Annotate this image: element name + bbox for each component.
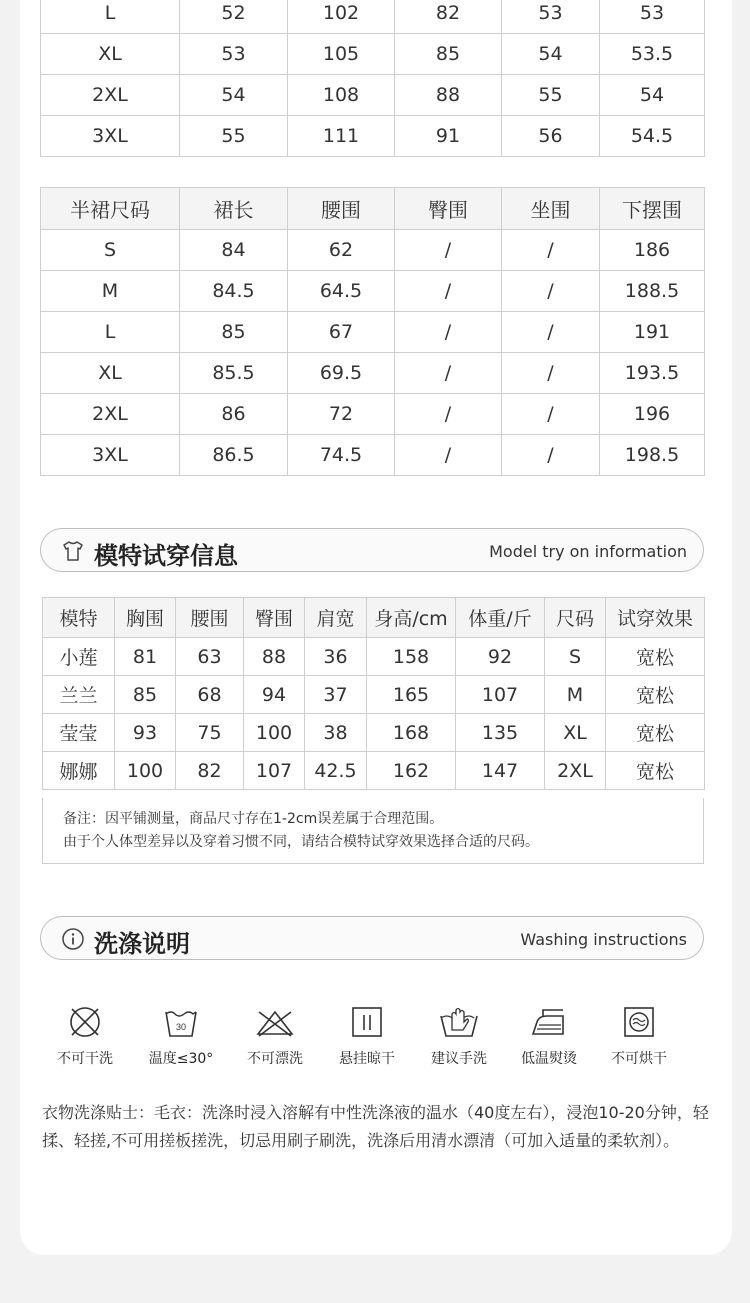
table-cell: 56 (502, 116, 600, 157)
table-cell: 宽松 (606, 676, 705, 714)
table-header-row (43, 598, 705, 638)
table-cell: 107 (456, 676, 545, 714)
table-cell: 54 (180, 75, 288, 116)
table-cell: / (395, 353, 502, 394)
model-section-title: 模特试穿信息 (94, 542, 238, 570)
table-cell: 84.5 (180, 271, 288, 312)
table-cell: 63 (176, 638, 244, 676)
wash-item-no-dry-clean (45, 1004, 125, 1068)
table-header-row (41, 188, 705, 230)
table-cell: 93 (115, 714, 176, 752)
table-cell: 102 (288, 0, 395, 34)
wash-item-low-iron (509, 1004, 589, 1068)
table-cell: 85 (180, 312, 288, 353)
wash-label: 悬挂晾干 (339, 1051, 395, 1067)
table-cell: 3XL (41, 116, 180, 157)
table-cell: 81 (115, 638, 176, 676)
table-row (41, 0, 705, 34)
wash-30-icon (163, 1004, 199, 1040)
table-cell: 135 (456, 714, 545, 752)
column-header: 坐围 (502, 188, 600, 230)
column-header: 下摆围 (600, 188, 705, 230)
table-cell: / (502, 435, 600, 476)
column-header: 体重/斤 (456, 598, 545, 638)
table-cell: 宽松 (606, 714, 705, 752)
table-cell: 莹莹 (43, 714, 115, 752)
table-cell: 188.5 (600, 271, 705, 312)
table-cell: / (395, 394, 502, 435)
table-cell: 198.5 (600, 435, 705, 476)
table-cell: 2XL (41, 75, 180, 116)
wash-label: 不可漂洗 (247, 1051, 303, 1067)
table-cell: 162 (367, 752, 456, 790)
wash-label: 低温熨烫 (521, 1051, 577, 1067)
table-cell: 165 (367, 676, 456, 714)
table-cell: 88 (244, 638, 305, 676)
wash-item-hang-dry (327, 1004, 407, 1068)
column-header: 裙长 (180, 188, 288, 230)
wash-section-title: 洗涤说明 (94, 930, 190, 958)
wash-icons-row (45, 1004, 685, 1074)
table-row (43, 714, 705, 752)
table-cell: S (545, 638, 606, 676)
wash-temp-number: 30 (175, 1022, 187, 1032)
column-header: 腰围 (288, 188, 395, 230)
top-size-table (40, 0, 705, 157)
table-row (41, 271, 705, 312)
table-cell: 105 (288, 34, 395, 75)
model-section-subtitle: Model try on information (489, 542, 687, 561)
table-cell: 82 (395, 0, 502, 34)
size-note (42, 798, 704, 864)
table-cell: 74.5 (288, 435, 395, 476)
table-cell: M (41, 271, 180, 312)
wash-label: 建议手洗 (431, 1051, 487, 1067)
table-cell: / (395, 312, 502, 353)
table-row (41, 435, 705, 476)
no-tumble-dry-icon (621, 1004, 657, 1040)
table-cell: 108 (288, 75, 395, 116)
table-cell: 54 (600, 75, 705, 116)
wash-item-temp-30 (141, 1004, 221, 1068)
table-cell: 100 (115, 752, 176, 790)
table-cell: 86.5 (180, 435, 288, 476)
table-cell: 68 (176, 676, 244, 714)
wash-label: 温度≤30° (148, 1051, 214, 1067)
table-cell: 55 (180, 116, 288, 157)
shirt-icon (61, 539, 85, 563)
table-cell: 91 (395, 116, 502, 157)
table-cell: / (395, 271, 502, 312)
table-cell: 3XL (41, 435, 180, 476)
column-header: 试穿效果 (606, 598, 705, 638)
table-cell: / (502, 271, 600, 312)
table-cell: 168 (367, 714, 456, 752)
column-header: 肩宽 (305, 598, 367, 638)
table-cell: 宽松 (606, 752, 705, 790)
table-row (41, 312, 705, 353)
model-section-header (40, 528, 704, 572)
column-header: 半裙尺码 (41, 188, 180, 230)
wash-label: 不可烘干 (611, 1051, 667, 1067)
hang-dry-icon (349, 1004, 385, 1040)
hand-wash-icon (438, 1004, 480, 1040)
wash-section-subtitle: Washing instructions (520, 930, 687, 949)
table-row (41, 116, 705, 157)
table-cell: XL (41, 34, 180, 75)
table-cell: 92 (456, 638, 545, 676)
table-cell: 53 (180, 34, 288, 75)
table-cell: 36 (305, 638, 367, 676)
table-cell: 2XL (41, 394, 180, 435)
table-cell: 64.5 (288, 271, 395, 312)
wash-item-no-bleach (235, 1004, 315, 1068)
column-header: 模特 (43, 598, 115, 638)
washing-tips: 衣物洗涤贴士：毛衣：洗涤时浸入溶解有中性洗涤液的温水（40度左右），浸泡10-20分钟，轻揉、轻搓,不可用搓板搓洗，切忌用刷子刷洗，洗涤后用清水漂清（可加入适量的柔软剂）。 (42, 1103, 709, 1150)
table-cell: 72 (288, 394, 395, 435)
table-cell: S (41, 230, 180, 271)
table-cell: 67 (288, 312, 395, 353)
table-cell: M (545, 676, 606, 714)
wash-section-header (40, 916, 704, 960)
table-cell: XL (545, 714, 606, 752)
table-cell: 宽松 (606, 638, 705, 676)
table-cell: 52 (180, 0, 288, 34)
table-cell: 111 (288, 116, 395, 157)
table-cell: / (502, 353, 600, 394)
table-cell: 娜娜 (43, 752, 115, 790)
table-cell: L (41, 0, 180, 34)
table-cell: 100 (244, 714, 305, 752)
table-row (43, 638, 705, 676)
note-line-2: 由于个人体型差异以及穿着习惯不同，请结合模特试穿效果选择合适的尺码。 (63, 834, 539, 850)
table-cell: 196 (600, 394, 705, 435)
table-cell: / (502, 394, 600, 435)
column-header: 臀围 (395, 188, 502, 230)
no-dry-clean-icon (67, 1004, 103, 1040)
table-cell: XL (41, 353, 180, 394)
table-cell: / (502, 230, 600, 271)
table-row (41, 34, 705, 75)
table-cell: 小莲 (43, 638, 115, 676)
table-cell: 42.5 (305, 752, 367, 790)
table-row (43, 676, 705, 714)
no-bleach-icon (255, 1004, 295, 1040)
table-cell: 147 (456, 752, 545, 790)
table-cell: 85 (395, 34, 502, 75)
table-cell: L (41, 312, 180, 353)
table-cell: 53 (600, 0, 705, 34)
table-row (41, 353, 705, 394)
table-cell: / (502, 312, 600, 353)
table-cell: 62 (288, 230, 395, 271)
table-cell: 191 (600, 312, 705, 353)
table-cell: 107 (244, 752, 305, 790)
table-cell: 38 (305, 714, 367, 752)
table-cell: 53.5 (600, 34, 705, 75)
table-row (41, 394, 705, 435)
table-cell: 186 (600, 230, 705, 271)
table-cell: 82 (176, 752, 244, 790)
table-row (41, 230, 705, 271)
table-cell: 84 (180, 230, 288, 271)
table-cell: 2XL (545, 752, 606, 790)
skirt-size-table (40, 187, 705, 476)
table-cell: / (395, 230, 502, 271)
model-table (42, 597, 705, 790)
column-header: 腰围 (176, 598, 244, 638)
table-cell: 158 (367, 638, 456, 676)
table-cell: 88 (395, 75, 502, 116)
wash-item-no-tumble-dry (599, 1004, 679, 1068)
table-cell: 53 (502, 0, 600, 34)
column-header: 身高/cm (367, 598, 456, 638)
table-cell: 37 (305, 676, 367, 714)
wash-label: 不可干洗 (57, 1051, 113, 1067)
table-cell: 85.5 (180, 353, 288, 394)
table-cell: 69.5 (288, 353, 395, 394)
table-cell: 54 (502, 34, 600, 75)
table-cell: 193.5 (600, 353, 705, 394)
column-header: 尺码 (545, 598, 606, 638)
column-header: 胸围 (115, 598, 176, 638)
table-cell: 55 (502, 75, 600, 116)
low-iron-icon (529, 1004, 569, 1040)
table-cell: 94 (244, 676, 305, 714)
wash-item-hand-wash (419, 1004, 499, 1068)
column-header: 臀围 (244, 598, 305, 638)
table-cell: / (395, 435, 502, 476)
table-cell: 54.5 (600, 116, 705, 157)
table-cell: 85 (115, 676, 176, 714)
info-icon (61, 927, 85, 951)
table-cell: 75 (176, 714, 244, 752)
table-cell: 兰兰 (43, 676, 115, 714)
table-row (43, 752, 705, 790)
table-row (41, 75, 705, 116)
table-cell: 86 (180, 394, 288, 435)
note-line-1: 备注：因平铺测量，商品尺寸存在1-2cm误差属于合理范围。 (63, 811, 444, 827)
